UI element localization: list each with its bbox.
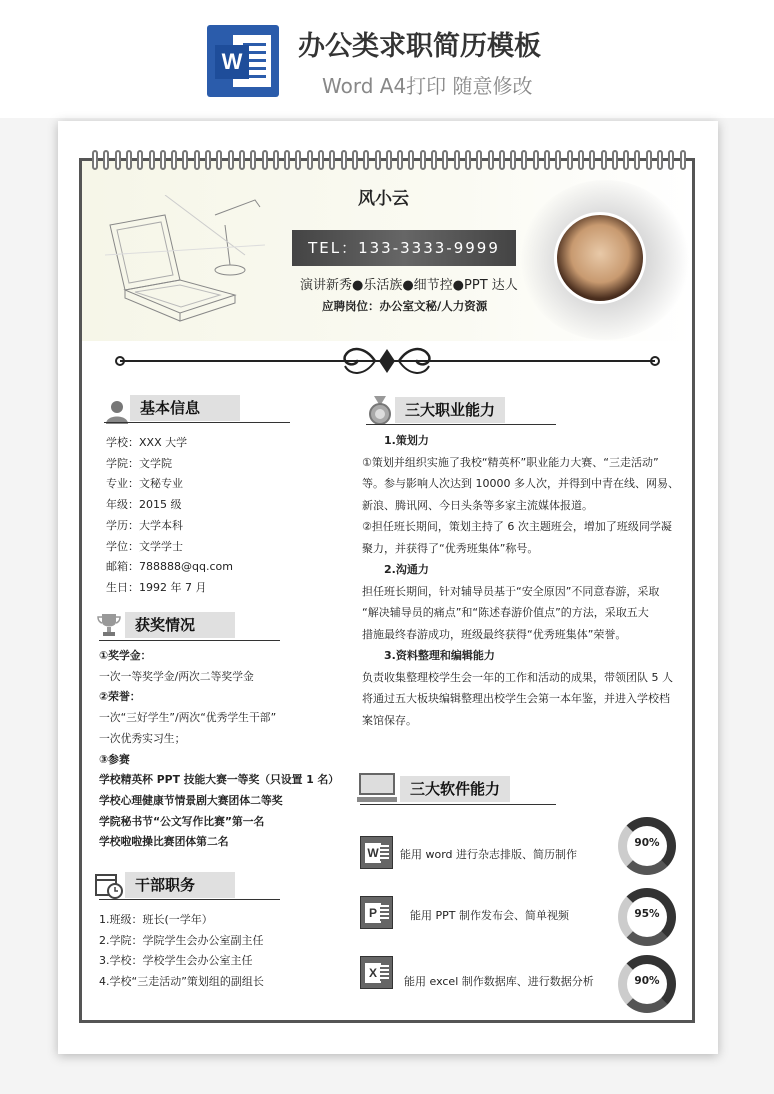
spiral-ring: [634, 150, 640, 170]
spiral-ring: [250, 150, 256, 170]
divider: [360, 804, 556, 805]
spiral-ring: [126, 150, 132, 170]
personal-tags: 演讲新秀●乐活族●细节控●PPT 达人: [300, 278, 518, 293]
list-item: 学校：XXX 大学: [106, 436, 188, 449]
section-basic-info-title: 基本信息: [130, 395, 240, 421]
candidate-name: 风小云: [358, 189, 409, 209]
list-item: 学校啦啦操比赛团体第二名: [99, 835, 229, 849]
paragraph-line: 将通过五大板块编辑整理出校学生会第一本年鉴，并进入学校档: [362, 692, 670, 705]
spiral-ring: [205, 150, 211, 170]
software-skill-word: 能用 word 进行杂志排版、简历制作: [400, 848, 578, 861]
word-logo-icon: W: [207, 25, 279, 97]
spiral-ring: [262, 150, 268, 170]
phone-banner: TEL：133-3333-9999: [292, 230, 516, 266]
spiral-ring: [375, 150, 381, 170]
paragraph-line: 措施最终春游成功，班级最终获得“优秀班集体”荣誉。: [362, 627, 627, 641]
spiral-ring: [363, 150, 369, 170]
list-item: 年级：2015 级: [106, 498, 182, 512]
spiral-ring: [680, 150, 686, 170]
software-skill-excel: 能用 excel 制作数据库、进行数据分析: [404, 975, 594, 988]
spiral-ring: [533, 150, 539, 170]
paragraph-line: 聚力，并获得了“优秀班集体”称号。: [362, 541, 539, 555]
spiral-ring: [442, 150, 448, 170]
ornament-divider-icon: [110, 346, 665, 376]
job-target: 应聘岗位：办公室文秘/人力资源: [322, 299, 488, 313]
software-skill-ppt: 能用 PPT 制作发布会、简单视频: [410, 909, 569, 922]
medal-icon: [366, 396, 394, 426]
page-subtitle: Word A4打印 随意修改: [322, 74, 533, 98]
career-content: [362, 430, 679, 731]
word-app-icon: W: [360, 836, 393, 869]
spiral-ring: [239, 150, 245, 170]
list-item: 学位：文学学士: [106, 539, 183, 553]
progress-ring-excel: 90%: [618, 955, 676, 1013]
list-item: 一次优秀实习生；: [99, 731, 186, 745]
spiral-ring: [341, 150, 347, 170]
section-career-title: 三大职业能力: [395, 397, 505, 423]
list-item: 邮箱：788888@qq.com: [106, 560, 233, 574]
spiral-ring: [465, 150, 471, 170]
spiral-ring: [408, 150, 414, 170]
spiral-ring: [386, 150, 392, 170]
divider: [104, 422, 290, 423]
cadre-list: [99, 910, 264, 993]
paragraph-line: 案馆保存。: [362, 713, 417, 727]
list-item: 一次一等奖学金/两次二等奖学金: [99, 669, 254, 683]
paragraph-line: 担任班长期间，针对辅导员基于“安全原因”不同意春游，采取: [362, 584, 660, 598]
spiral-ring: [499, 150, 505, 170]
page-title: 办公类求职简历模板: [298, 31, 541, 62]
person-icon: [104, 398, 130, 424]
spiral-ring: [544, 150, 550, 170]
spiral-ring: [510, 150, 516, 170]
spiral-ring: [555, 150, 561, 170]
spiral-ring: [476, 150, 482, 170]
list-item: 学历：大学本科: [106, 518, 183, 532]
list-item: ③参赛: [99, 752, 130, 766]
computer-icon: [357, 772, 397, 804]
spiral-ring: [171, 150, 177, 170]
list-item: 专业：文秘专业: [106, 477, 183, 491]
spiral-ring: [182, 150, 188, 170]
list-item: 4.学校“三走活动”策划组的副组长: [99, 975, 264, 989]
spiral-ring: [137, 150, 143, 170]
subheading: 3.资料整理和编辑能力: [384, 649, 495, 662]
spiral-ring: [521, 150, 527, 170]
spiral-ring: [103, 150, 109, 170]
list-item: 学校心理健康节情景剧大赛团体二等奖: [99, 793, 283, 807]
excel-app-icon: X: [360, 956, 393, 989]
spiral-ring: [160, 150, 166, 170]
spiral-ring: [589, 150, 595, 170]
list-item: ②荣誉：: [99, 690, 141, 704]
section-awards-title: 获奖情况: [125, 612, 235, 638]
powerpoint-app-icon: P: [360, 896, 393, 929]
spiral-ring: [92, 150, 98, 170]
awards-list: [99, 646, 339, 853]
spiral-ring: [216, 150, 222, 170]
spiral-ring: [623, 150, 629, 170]
spiral-ring: [420, 150, 426, 170]
spiral-ring: [646, 150, 652, 170]
subheading: 2.沟通力: [384, 563, 429, 576]
page-header: [0, 0, 774, 118]
divider: [99, 899, 280, 900]
subheading: 1.策划力: [384, 434, 429, 447]
section-software-title: 三大软件能力: [400, 776, 510, 802]
paragraph-line: “解决辅导员的痛点”和“陈述春游价值点”的方法，采取五大: [362, 606, 649, 619]
spiral-ring: [295, 150, 301, 170]
spiral-ring: [318, 150, 324, 170]
spiral-ring: [431, 150, 437, 170]
list-item: 学院：文学院: [106, 456, 172, 470]
spiral-ring: [578, 150, 584, 170]
list-item: 学校精英杯 PPT 技能大赛一等奖（只设置 1 名）: [99, 773, 340, 787]
paragraph-line: 等。参与影响人次达到 10000 多人次，并得到中青在线、网易、: [362, 477, 679, 490]
list-item: 一次“三好学生”/两次“优秀学生干部”: [99, 711, 277, 725]
list-item: 生日：1992 年 7 月: [106, 580, 207, 594]
divider: [99, 640, 280, 641]
trophy-icon: [96, 612, 122, 638]
paragraph-line: ①策划并组织实施了我校“精英杯”职业能力大赛、“三走活动”: [362, 455, 659, 469]
spiral-ring: [657, 150, 663, 170]
basic-info-list: [106, 433, 233, 599]
progress-ring-word: 90%: [618, 817, 676, 875]
spiral-ring: [149, 150, 155, 170]
list-item: ①奖学金：: [99, 649, 152, 662]
spiral-ring: [454, 150, 460, 170]
calendar-clock-icon: [94, 870, 124, 900]
spiral-ring: [397, 150, 403, 170]
spiral-ring: [273, 150, 279, 170]
list-item: 3.学校：学校学生会办公室主任: [99, 954, 253, 968]
spiral-ring: [194, 150, 200, 170]
progress-ring-ppt: 95%: [618, 888, 676, 946]
spiral-ring: [352, 150, 358, 170]
paragraph-line: ②担任班长期间，策划主持了 6 次主题班会，增加了班级同学凝: [362, 520, 672, 533]
paragraph-line: 负责收集整理校学生会一年的工作和活动的成果，带领团队 5 人: [362, 670, 673, 684]
list-item: 学院秘书节“公文写作比赛”第一名: [99, 814, 265, 828]
spiral-ring: [115, 150, 121, 170]
list-item: 2.学院：学院学生会办公室副主任: [99, 933, 264, 947]
paragraph-line: 新浪、腾讯网、今日头条等多家主流媒体报道。: [362, 498, 593, 512]
spiral-ring: [284, 150, 290, 170]
section-cadre-title: 干部职务: [125, 872, 235, 898]
divider: [366, 424, 556, 425]
list-item: 1.班级：班长(一学年）: [99, 913, 213, 926]
spiral-ring: [668, 150, 674, 170]
spiral-ring: [612, 150, 618, 170]
spiral-ring: [228, 150, 234, 170]
spiral-ring: [567, 150, 573, 170]
spiral-ring: [329, 150, 335, 170]
spiral-ring: [488, 150, 494, 170]
spiral-ring: [307, 150, 313, 170]
spiral-ring: [601, 150, 607, 170]
